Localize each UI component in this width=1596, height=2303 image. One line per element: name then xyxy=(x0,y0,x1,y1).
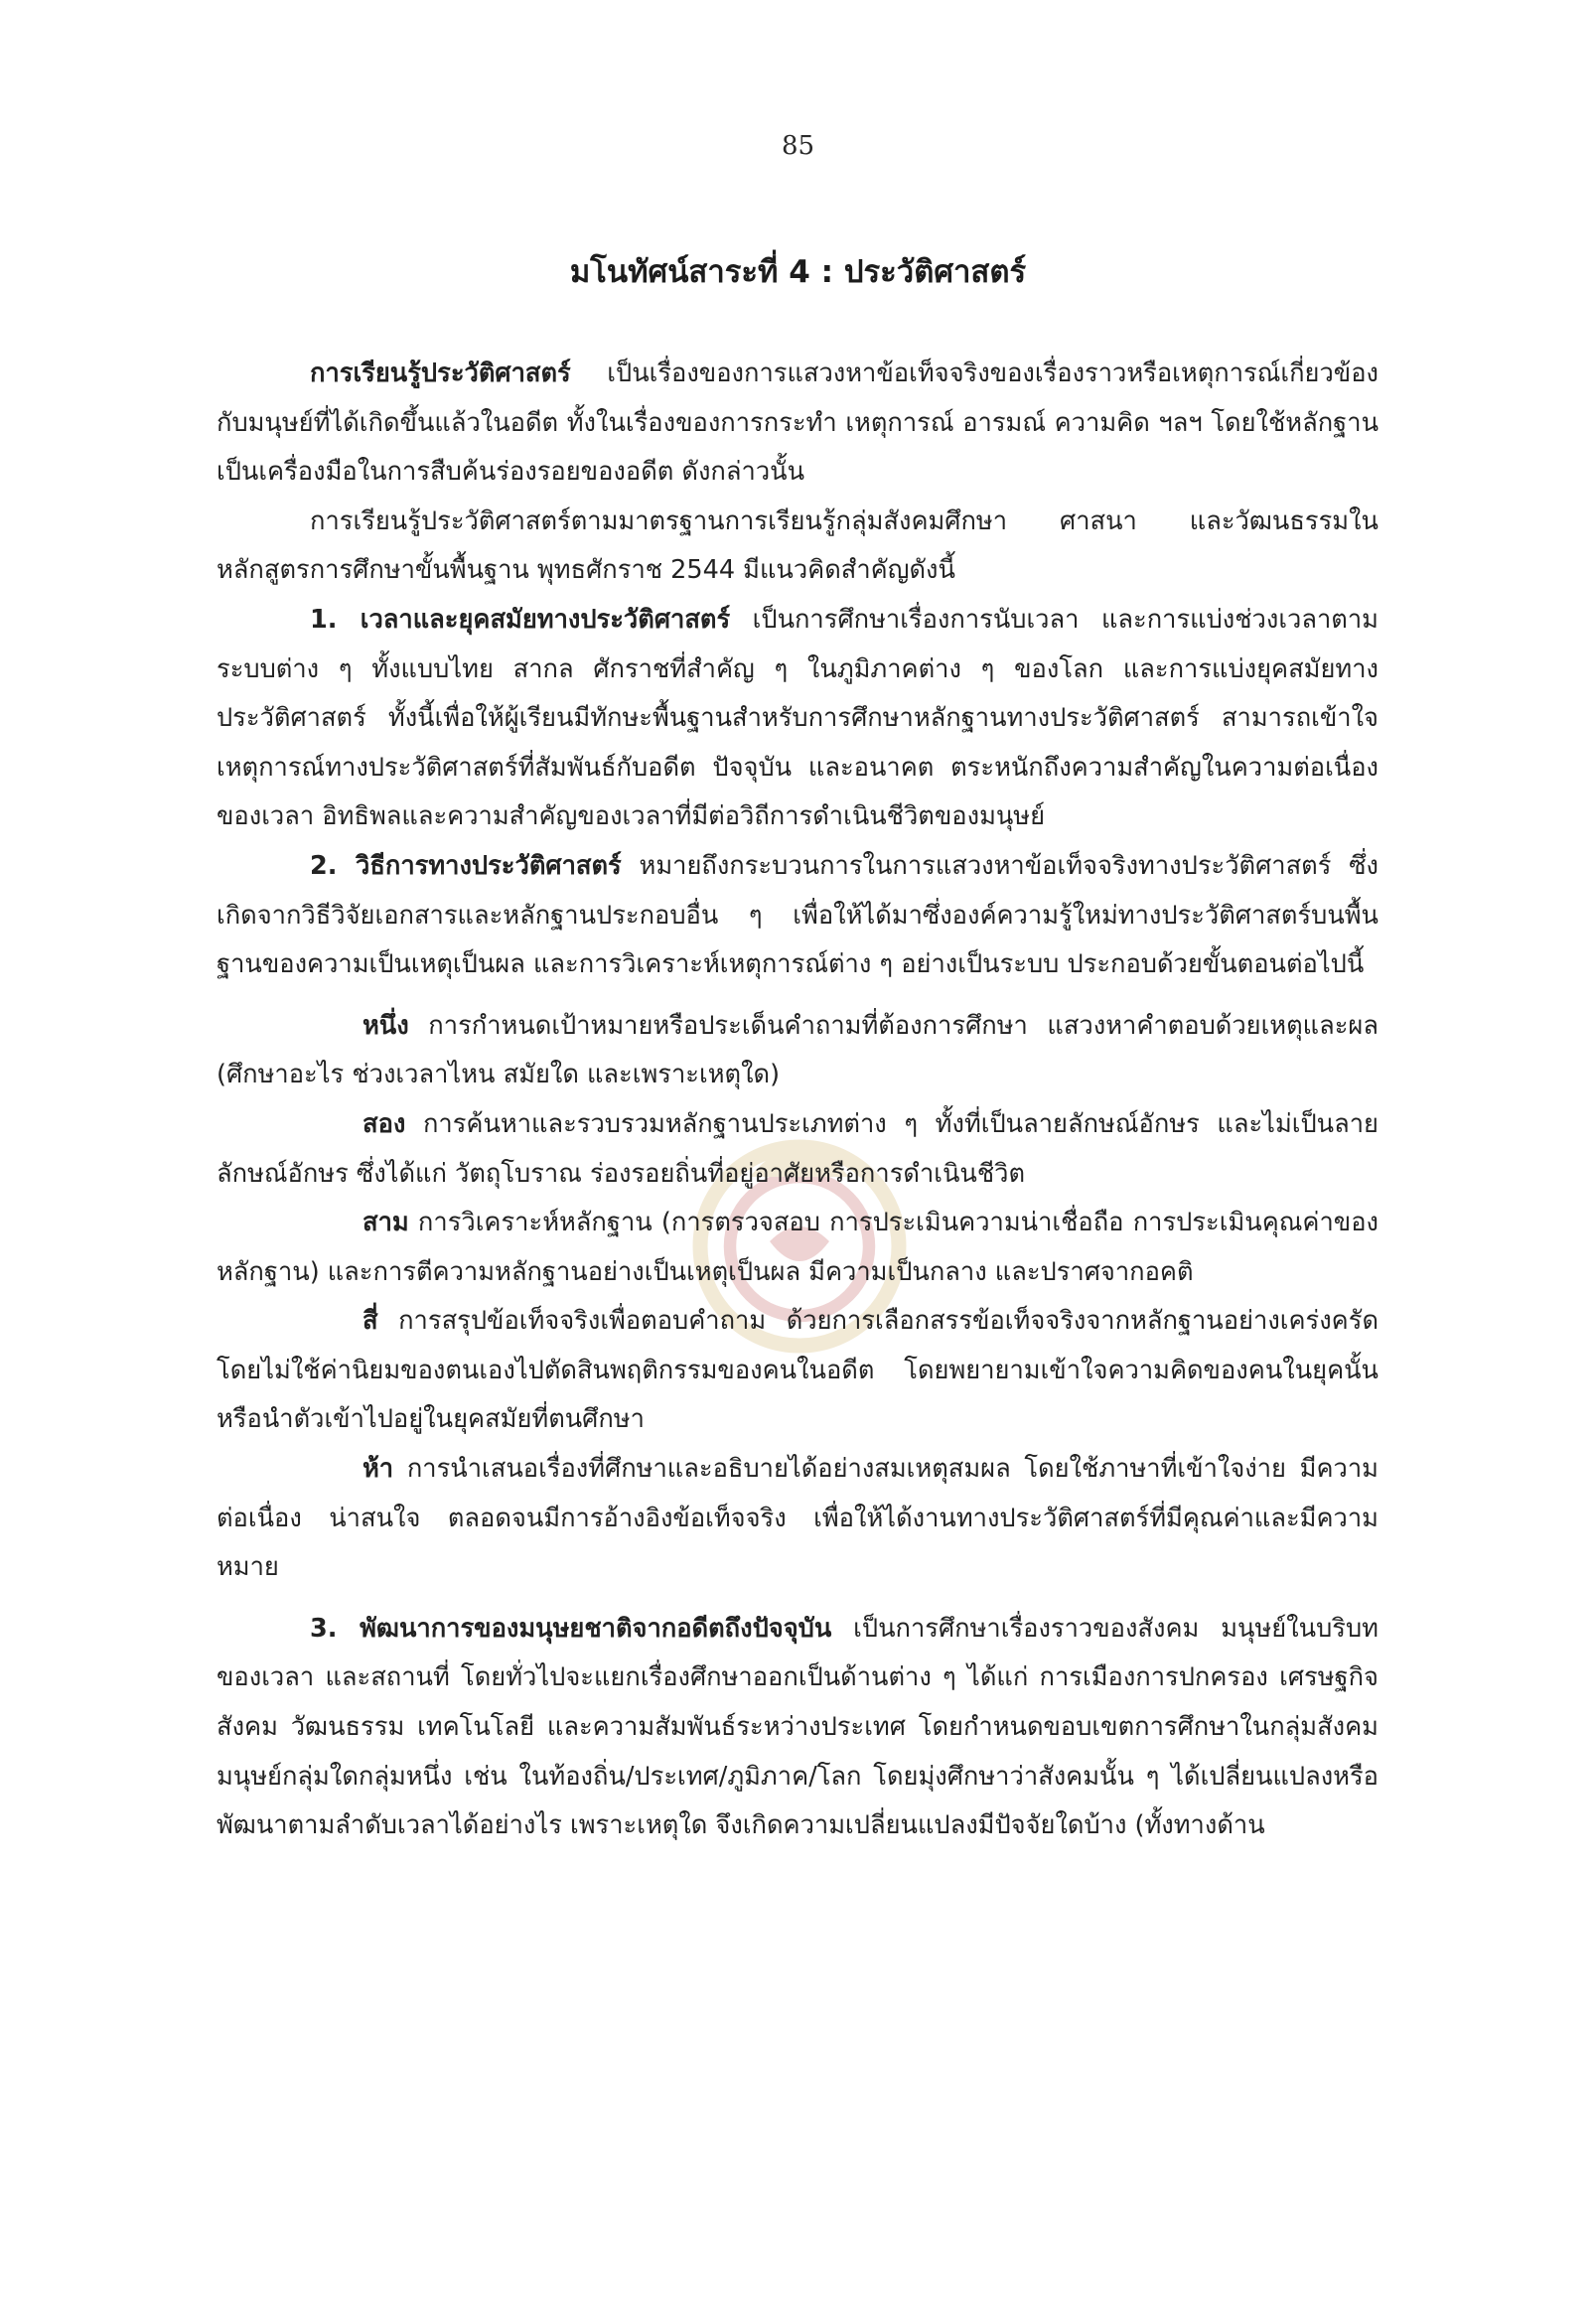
paragraph-text: การเรียนรู้ประวัติศาสตร์ตามมาตรฐานการเรียนรู้กลุ่มสังคมศึกษา ศาสนา และวัฒนธรรมในหลักสูตรการศึกษาขั้นพื้นฐาน พุทธศักราช 2544 มีแนวคิดสำคัญดังนี้ xyxy=(217,505,1378,586)
paragraph-text: การกำหนดเป้าหมายหรือประเด็นคำถามที่ต้องการศึกษา แสวงหาคำตอบด้วยเหตุและผล (ศึกษาอะไร ช่วงเวลาไหน สมัยใด และเพราะเหตุใด) xyxy=(217,1010,1378,1090)
paragraph-text: การวิเคราะห์หลักฐาน (การตรวจสอบ การประเมินความน่าเชื่อถือ การประเมินคุณค่าของหลักฐาน) และการตีความหลักฐานอย่างเป็นเหตุเป็นผล มีความเป็นกลาง และปราศจากอคติ xyxy=(217,1208,1378,1287)
paragraph-term: สาม xyxy=(363,1208,409,1238)
paragraph xyxy=(217,350,1378,498)
page-title: มโนทัศน์สาระที่ 4 : ประวัติศาสตร์ xyxy=(569,254,1027,290)
paragraph xyxy=(217,1002,1378,1100)
paragraph-text: หมายถึงกระบวนการในการแสวงหาข้อเท็จจริงทางประวัติศาสตร์ ซึ่งเกิดจากวิธีวิจัยเอกสารและหลักฐานประกอบอื่น ๆ เพื่อให้ได้มาซึ่งองค์ความรู้ใหม่ทางประวัติศาสตร์บนพื้นฐานของความเป็นเหตุเป็นผล และการวิเคราะห์เหตุการณ์ต่าง ๆ อย่างเป็นระบบ ประกอบด้วยขั้นตอนต่อไปนี้ xyxy=(217,850,1378,980)
paragraph-text: เป็นเรื่องของการแสวงหาข้อเท็จจริงของเรื่องราวหรือเหตุการณ์เกี่ยวข้องกับมนุษย์ที่ได้เกิดขึ้นแล้วในอดีต ทั้งในเรื่องของการกระทำ เหตุการณ์ อารมณ์ ความคิด ฯลฯ โดยใช้หลักฐาน เป็นเครื่องมือในการสืบค้นร่องรอยของอดีต ดังกล่าวนั้น xyxy=(217,359,1378,488)
paragraph-text: การนำเสนอเรื่องที่ศึกษาและอธิบายได้อย่างสมเหตุสมผล โดยใช้ภาษาที่เข้าใจง่าย มีความต่อเนื่อง น่าสนใจ ตลอดจนมีการอ้างอิงข้อเท็จจริง เพื่อให้ได้งานทางประวัติศาสตร์ที่มีคุณค่าและมีความหมาย xyxy=(217,1454,1378,1583)
paragraph-text: เป็นการศึกษาเรื่องการนับเวลา และการแบ่งช่วงเวลาตามระบบต่าง ๆ ทั้งแบบไทย สากล ศักราชที่สำคัญ ๆ ในภูมิภาคต่าง ๆ ของโลก และการแบ่งยุคสมัยทางประวัติศาสตร์ ทั้งนี้เพื่อให้ผู้เรียนมีทักษะพื้นฐานสำหรับการศึกษาหลักฐานทางประวัติศาสตร์ สามารถเข้าใจเหตุการณ์ทางประวัติศาสตร์ที่สัมพันธ์กับอดีต ปัจจุบัน และอนาคต ตระหนักถึงความสำคัญในความต่อเนื่องของเวลา อิทธิพลและความสำคัญของเวลาที่มีต่อวิถีการดำเนินชีวิตของมนุษย์ xyxy=(217,604,1378,832)
paragraph-text: การค้นหาและรวบรวมหลักฐานประเภทต่าง ๆ ทั้งที่เป็นลายลักษณ์อักษร และไม่เป็นลายลักษณ์อักษร ซึ่งได้แก่ วัตถุโบราณ ร่องรอยถิ่นที่อยู่อาศัยหรือการดำเนินชีวิต xyxy=(217,1108,1378,1189)
paragraph-term: 1. เวลาและยุคสมัยทางประวัติศาสตร์ xyxy=(310,604,731,635)
paragraph-term: หนึ่ง xyxy=(363,1010,409,1041)
paragraph xyxy=(217,596,1378,842)
paragraph xyxy=(217,1297,1378,1445)
paragraph xyxy=(217,842,1378,990)
paragraph xyxy=(217,1605,1378,1851)
paragraph-term: 2. วิธีการทางประวัติศาสตร์ xyxy=(310,850,622,881)
paragraph-term: การเรียนรู้ประวัติศาสตร์ xyxy=(310,359,571,388)
paragraph xyxy=(217,1199,1378,1297)
paragraph xyxy=(217,1445,1378,1593)
paragraph xyxy=(217,1100,1378,1199)
paragraph-text: เป็นการศึกษาเรื่องราวของสังคม มนุษย์ในบริบทของเวลา และสถานที่ โดยทั่วไปจะแยกเรื่องศึกษาออกเป็นด้านต่าง ๆ ได้แก่ การเมืองการปกครอง เศรษฐกิจ สังคม วัฒนธรรม เทคโนโลยี และความสัมพันธ์ระหว่างประเทศ โดยกำหนดขอบเขตการศึกษาในกลุ่มสังคมมนุษย์กลุ่มใดกลุ่มหนึ่ง เช่น ในท้องถิ่น/ประเทศ/ภูมิภาค/โลก โดยมุ่งศึกษาว่าสังคมนั้น ๆ ได้เปลี่ยนแปลงหรือพัฒนาตามลำดับเวลาได้อย่างไร เพราะเหตุใด จึงเกิดความเปลี่ยนแปลงมีปัจจัยใดบ้าง (ทั้งทางด้าน xyxy=(217,1613,1378,1841)
body-text xyxy=(217,350,1378,1851)
paragraph-term: ห้า xyxy=(363,1454,394,1485)
page-number: 85 xyxy=(781,131,815,161)
paragraph-term: สี่ xyxy=(363,1306,378,1337)
paragraph-term: 3. พัฒนาการของมนุษยชาติจากอดีตถึงปัจจุบัน xyxy=(310,1613,832,1644)
paragraph xyxy=(217,498,1378,596)
paragraph-term: สอง xyxy=(363,1108,406,1139)
paragraph-text: การสรุปข้อเท็จจริงเพื่อตอบคำถาม ด้วยการเลือกสรรข้อเท็จจริงจากหลักฐานอย่างเคร่งครัด โดยไม่ใช้ค่านิยมของตนเองไปตัดสินพฤติกรรมของคนในอดีต โดยพยายามเข้าใจความคิดของคนในยุคนั้นหรือนำตัวเข้าไปอยู่ในยุคสมัยที่ตนศึกษา xyxy=(217,1306,1378,1435)
